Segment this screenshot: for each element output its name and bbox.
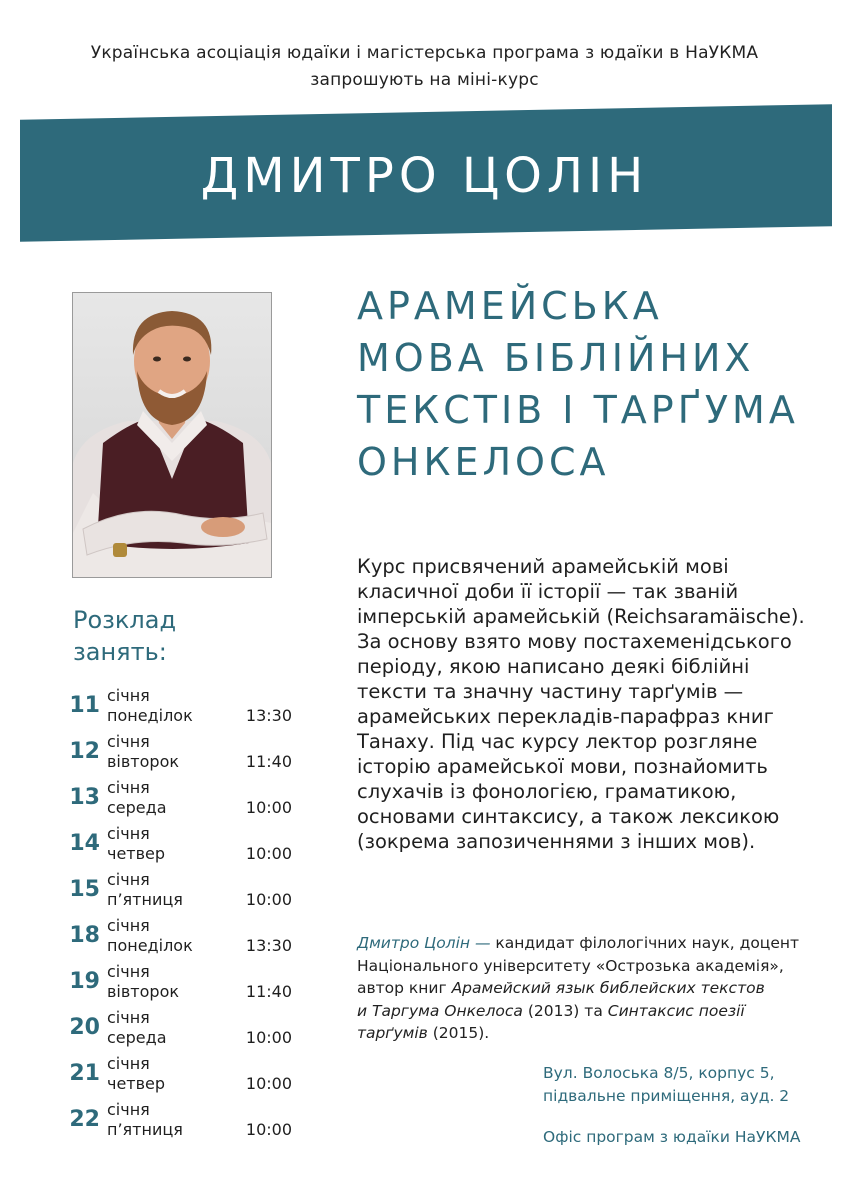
schedule-month: січня — [107, 1008, 150, 1027]
schedule-row — [66, 916, 306, 962]
schedule-weekday: четвер — [107, 1074, 166, 1093]
schedule-day: 14 — [69, 831, 100, 856]
schedule-day: 15 — [69, 877, 100, 902]
organizer-office: Офіс програм з юдаїки НаУКМА — [543, 1128, 801, 1146]
schedule-month: січня — [107, 1054, 150, 1073]
bio-book-title: Синтаксис поезії — [607, 1001, 745, 1020]
schedule-title — [73, 604, 273, 668]
schedule-row — [66, 962, 306, 1008]
schedule-row — [66, 778, 306, 824]
schedule-time: 11:40 — [245, 752, 292, 771]
intro-line-1: Українська асоціація юдаїки і магістерська програма з юдаїки в НаУКМА — [90, 43, 759, 63]
description-line: (зокрема запозиченнями з інших мов). — [357, 830, 756, 853]
schedule-title-line-2: занять: — [73, 638, 167, 666]
schedule-list — [66, 686, 306, 1146]
venue-address — [543, 1062, 833, 1108]
description-line: тексти та значну частину тарґумів — — [357, 680, 744, 703]
schedule-time: 10:00 — [245, 1074, 292, 1093]
description-line: основами синтаксису, а також лексикою — [357, 805, 780, 828]
schedule-month: січня — [107, 824, 150, 843]
schedule-weekday: вівторок — [107, 752, 180, 771]
bio-text: кандидат філологічних наук, доцент — [490, 934, 800, 952]
description-line: класичної доби її історії — так званій — [357, 580, 739, 603]
schedule-time: 11:40 — [245, 982, 292, 1001]
schedule-weekday: середа — [107, 1028, 167, 1047]
schedule-month: січня — [107, 1100, 150, 1119]
course-title — [357, 280, 837, 488]
description-line: За основу взято мову постахеменідського — [357, 630, 792, 653]
description-line: арамейських перекладів-парафраз книг — [357, 705, 774, 728]
schedule-day: 11 — [69, 693, 100, 718]
schedule-weekday: середа — [107, 798, 167, 817]
schedule-row — [66, 686, 306, 732]
address-line-2: підвальне приміщення, ауд. 2 — [543, 1087, 790, 1105]
lecturer-name: ДМИТРО ЦОЛІН — [200, 148, 649, 204]
schedule-month: січня — [107, 916, 150, 935]
schedule-weekday: п’ятниця — [107, 1120, 183, 1139]
schedule-weekday: п’ятниця — [107, 890, 183, 909]
bio-book-title: Арамейский язык библейских текстов — [451, 979, 765, 997]
schedule-row — [66, 1008, 306, 1054]
intro-text — [0, 40, 849, 94]
description-line: слухачів із фонологією, граматикою, — [357, 780, 737, 803]
description-line: періоду, якою написано деякі біблійні — [357, 655, 750, 678]
bio-text: (2015). — [427, 1024, 490, 1042]
schedule-day: 19 — [69, 969, 100, 994]
schedule-time: 10:00 — [245, 844, 292, 863]
schedule-row — [66, 1054, 306, 1100]
description-line: імперській арамейській (Reichsaramäische). — [357, 605, 805, 628]
description-line: Курс присвячений арамейській мові — [357, 555, 729, 578]
schedule-row — [66, 1100, 306, 1146]
schedule-time: 10:00 — [245, 890, 292, 909]
lecturer-photo — [72, 292, 272, 578]
schedule-time: 10:00 — [245, 1120, 292, 1139]
schedule-row — [66, 870, 306, 916]
schedule-month: січня — [107, 686, 150, 705]
schedule-day: 12 — [69, 739, 100, 764]
description-line: Танаху. Під час курсу лектор розгляне — [357, 730, 758, 753]
portrait-illustration — [73, 293, 271, 577]
schedule-time: 13:30 — [245, 706, 292, 725]
schedule-row — [66, 824, 306, 870]
course-title-line-4: ОНКЕЛОСА — [357, 440, 610, 484]
intro-line-2: запрошують на міні-курс — [310, 70, 539, 90]
description-line: історію арамейської мови, познайомить — [357, 755, 768, 778]
schedule-day: 13 — [69, 785, 100, 810]
schedule-month: січня — [107, 870, 150, 889]
address-line-1: Вул. Волоська 8/5, корпус 5, — [543, 1064, 775, 1082]
bio-text: автор книг — [357, 979, 452, 997]
schedule-weekday: четвер — [107, 844, 166, 863]
schedule-time: 13:30 — [245, 936, 292, 955]
bio-book-title: тарґумів — [357, 1024, 428, 1042]
bio-name: Дмитро Цолін — — [357, 934, 491, 952]
schedule-day: 22 — [69, 1107, 100, 1132]
schedule-month: січня — [107, 732, 150, 751]
lecturer-bio — [357, 932, 827, 1045]
course-description — [357, 554, 827, 854]
schedule-weekday: понеділок — [107, 936, 193, 955]
course-title-line-2: МОВА БІБЛІЙНИХ — [357, 336, 755, 380]
schedule-month: січня — [107, 778, 150, 797]
schedule-weekday: понеділок — [107, 706, 193, 725]
bio-text: (2013) та — [522, 1001, 608, 1020]
course-title-line-3: ТЕКСТІВ І ТАРҐУМА — [357, 388, 799, 432]
schedule-row — [66, 732, 306, 778]
schedule-day: 18 — [69, 923, 100, 948]
schedule-time: 10:00 — [245, 1028, 292, 1047]
schedule-weekday: вівторок — [107, 982, 180, 1001]
schedule-day: 21 — [69, 1061, 100, 1086]
course-title-line-1: АРАМЕЙСЬКА — [357, 284, 663, 328]
schedule-title-line-1: Розклад — [73, 606, 177, 634]
schedule-time: 10:00 — [245, 798, 292, 817]
bio-book-title: и Таргума Онкелоса — [357, 1001, 523, 1020]
schedule-month: січня — [107, 962, 150, 981]
schedule-day: 20 — [69, 1015, 100, 1040]
bio-text: Національного університету «Острозька академія», — [357, 956, 784, 975]
